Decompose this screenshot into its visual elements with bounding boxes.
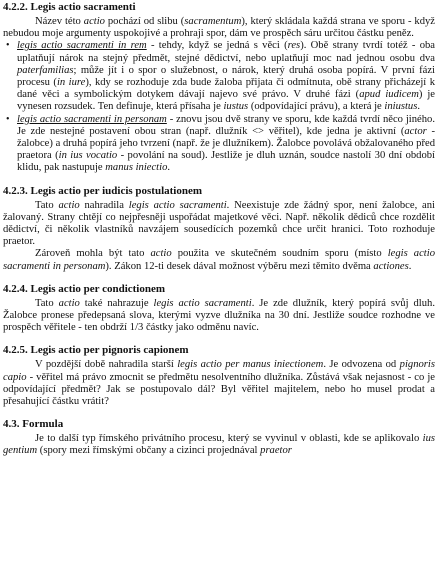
paragraph-iudicis-2: Zároveň mohla být tato actio použita ve skutečném soudním sporu (místo legis actio sacramenti in personam). Zákon 12-ti desek dával možnost výběru mezi těmito dvěma actiones. xyxy=(3,248,435,272)
heading-4-3: 4.3. Formula xyxy=(3,418,64,431)
sacramenti-list xyxy=(3,40,435,174)
list-item-in-personam: • legis actio sacramenti in personam - znovu jsou dvě strany ve sporu, kde každá tvrdí něco jiného. Je zde nestejné postavení obou stran (např. dlužník <> věřitel), kde jedna je aktivní (actor - žalobce) a druhá popírá jeho tvrzení (např. že je dlužníkem). Žalobce povolává obžalovaného před praetora (in ius vocatio - povolání na soud). Jestliže je dluh uznán, soudce nastolí 30 dní období klidu, pak nastupuje manus iniectio. xyxy=(6,113,436,174)
section-gap xyxy=(3,175,435,183)
bullet-dot-icon: • xyxy=(6,113,10,125)
section-gap xyxy=(3,408,435,416)
list-item-in-rem: • legis actio sacramenti in rem - tehdy, když se jedná s věci (res). Obě strany tvrdí totéž - oba uplatňují nárok na stejný předmět, stejné dědictví, nebo uplatňují moc nad jednou osobu dva paterfamilias; může jít i o spor o služebnost, o nárok, který druhá osoba popírá. V první fázi procesu (in iure), kdy se rozhoduje zda bude žaloba přijata či odmítnuta, obě strany přicházejí k dané věci a symbolickým dotykem dávají najevo své právo. V druhé fázi (apud iudicem) je vynesen rozsudek. Ten definuje, která přísaha je iustus (odpovídající právu), a která je iniustus. xyxy=(6,40,436,113)
paragraph-formula: Je to další typ římského privátního procesu, který se vyvinul v oblasti, kde se aplikovalo ius gentium (spory mezi římskými občany a cizinci projednával praetor xyxy=(3,433,435,457)
section-gap xyxy=(3,273,435,281)
heading-4-2-5: 4.2.5. Legis actio per pignoris capionem xyxy=(3,344,189,357)
paragraph-condictionem: Tato actio také nahrazuje legis actio sacramenti. Je zde dlužník, který popírá svůj dluh. Žalobce pronese předepsaná slova, kterými vyzve dlužníka na 30 dní. Jestliže soudce rozhodne ve prospěch věřitele - ten obdrží 1/3 částky jako odměnu navíc. xyxy=(3,297,435,334)
heading-4-2-2: 4.2.2. Legis actio sacramenti xyxy=(3,1,136,13)
paragraph-iudicis-1: Tato actio nahradila legis actio sacramenti. Neexistuje zde žádný spor, není žalobce, ani žalovaný. Strany chtějí co nejpřesněji uspořádat majetkové věci. Např. několik dědiců chce rozdělit dědictví, či několik vlastníků navzájem sousedících pozemků chce určit hranici. Toto rozhoduje praetor. xyxy=(3,199,435,248)
heading-4-2-4: 4.2.4. Legis actio per condictionem xyxy=(3,282,166,295)
section-gap xyxy=(3,334,435,342)
paragraph-pignoris: V pozdější době nahradila starší legis actio per manus iniectionem. Je odvozena od pignoris capio - věřitel má právo zmocnit se předmětu nesolventního dlužníka. Zůstává však nejasnost - co je odpovídající předmět? Jak se postupovalo dál? Byl věřitel majitelem, nebo ho musel prodat a přesahující částku vrátit? xyxy=(3,359,435,408)
heading-4-2-3: 4.2.3. Legis actio per iudicis postulationem xyxy=(3,184,203,197)
bullet-dot-icon: • xyxy=(6,40,10,52)
paragraph-sacramenti-intro: Název této actio pochází od slibu (sacramentum), který skládala každá strana ve sporu - když nebudou moje argumenty uspokojivé a prohraji spor, dám ve prospěch sáru určitou částku peněz. xyxy=(3,16,435,40)
